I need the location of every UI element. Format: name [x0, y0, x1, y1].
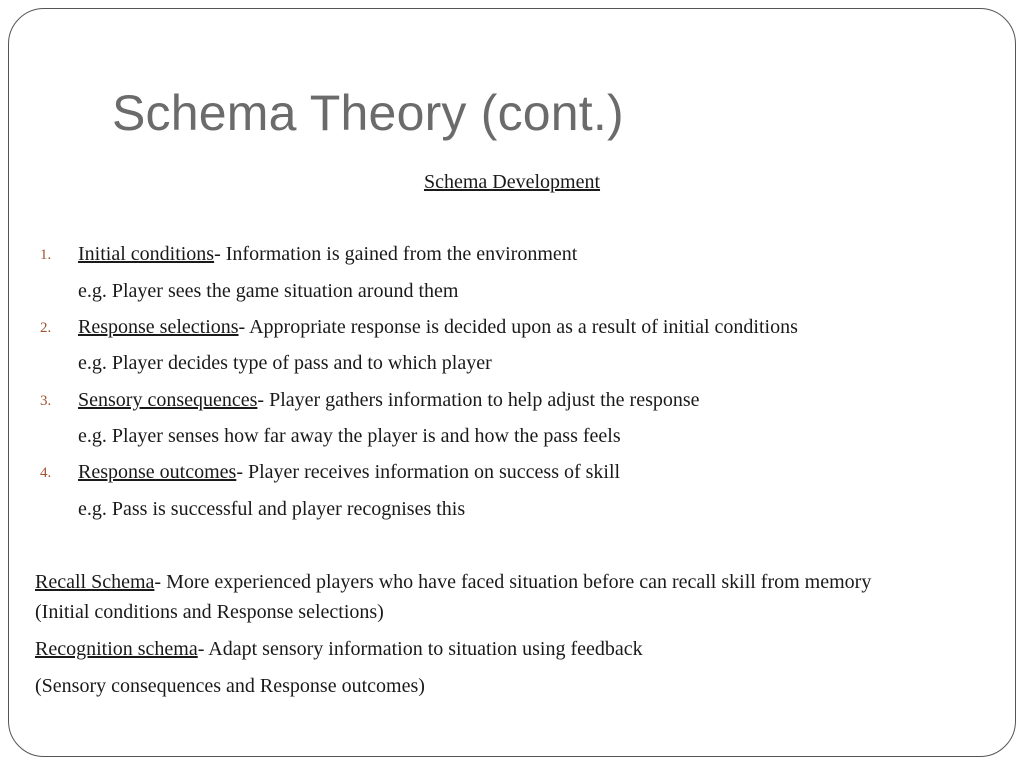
list-item-description: - Appropriate response is decided upon as a result of initial conditions	[238, 316, 798, 338]
recognition-schema-note: (Sensory consequences and Response outcomes)	[35, 675, 425, 697]
recall-schema-description: - More experienced players who have faced situation before can recall skill from memory	[154, 571, 872, 593]
list-item-example: e.g. Pass is successful and player recognises this	[78, 498, 466, 520]
recall-schema-line	[35, 571, 871, 594]
recognition-schema-description: - Adapt sensory information to situation using feedback	[197, 638, 643, 660]
list-item	[78, 243, 577, 266]
list-number: 3.	[40, 393, 52, 409]
list-item-description: - Player receives information on success of skill	[236, 461, 621, 483]
list-item-example: e.g. Player senses how far away the player is and how the pass feels	[78, 425, 621, 447]
slide-title: Schema Theory (cont.)	[112, 85, 624, 141]
list-item-description: - Player gathers information to help adjust the response	[257, 389, 700, 411]
list-number: 1.	[40, 247, 52, 263]
list-item-example: e.g. Player sees the game situation around them	[78, 280, 459, 302]
list-item	[78, 461, 620, 484]
list-number: 2.	[40, 320, 52, 336]
section-subtitle: Schema Development	[423, 171, 601, 193]
recognition-schema-term: Recognition schema	[35, 638, 198, 660]
list-item-example: e.g. Player decides type of pass and to which player	[78, 352, 492, 374]
list-item-term: Sensory consequences	[78, 389, 258, 411]
list-item	[78, 316, 798, 339]
list-item-term: Response outcomes	[78, 461, 237, 483]
recall-schema-term: Recall Schema	[35, 571, 155, 593]
list-item-description: - Information is gained from the environment	[214, 243, 578, 265]
list-item	[78, 389, 700, 412]
list-item-term: Initial conditions	[78, 243, 215, 265]
recall-schema-note: (Initial conditions and Response selections)	[35, 601, 384, 623]
list-item-term: Response selections	[78, 316, 239, 338]
recognition-schema-line	[35, 638, 643, 661]
list-number: 4.	[40, 465, 52, 481]
